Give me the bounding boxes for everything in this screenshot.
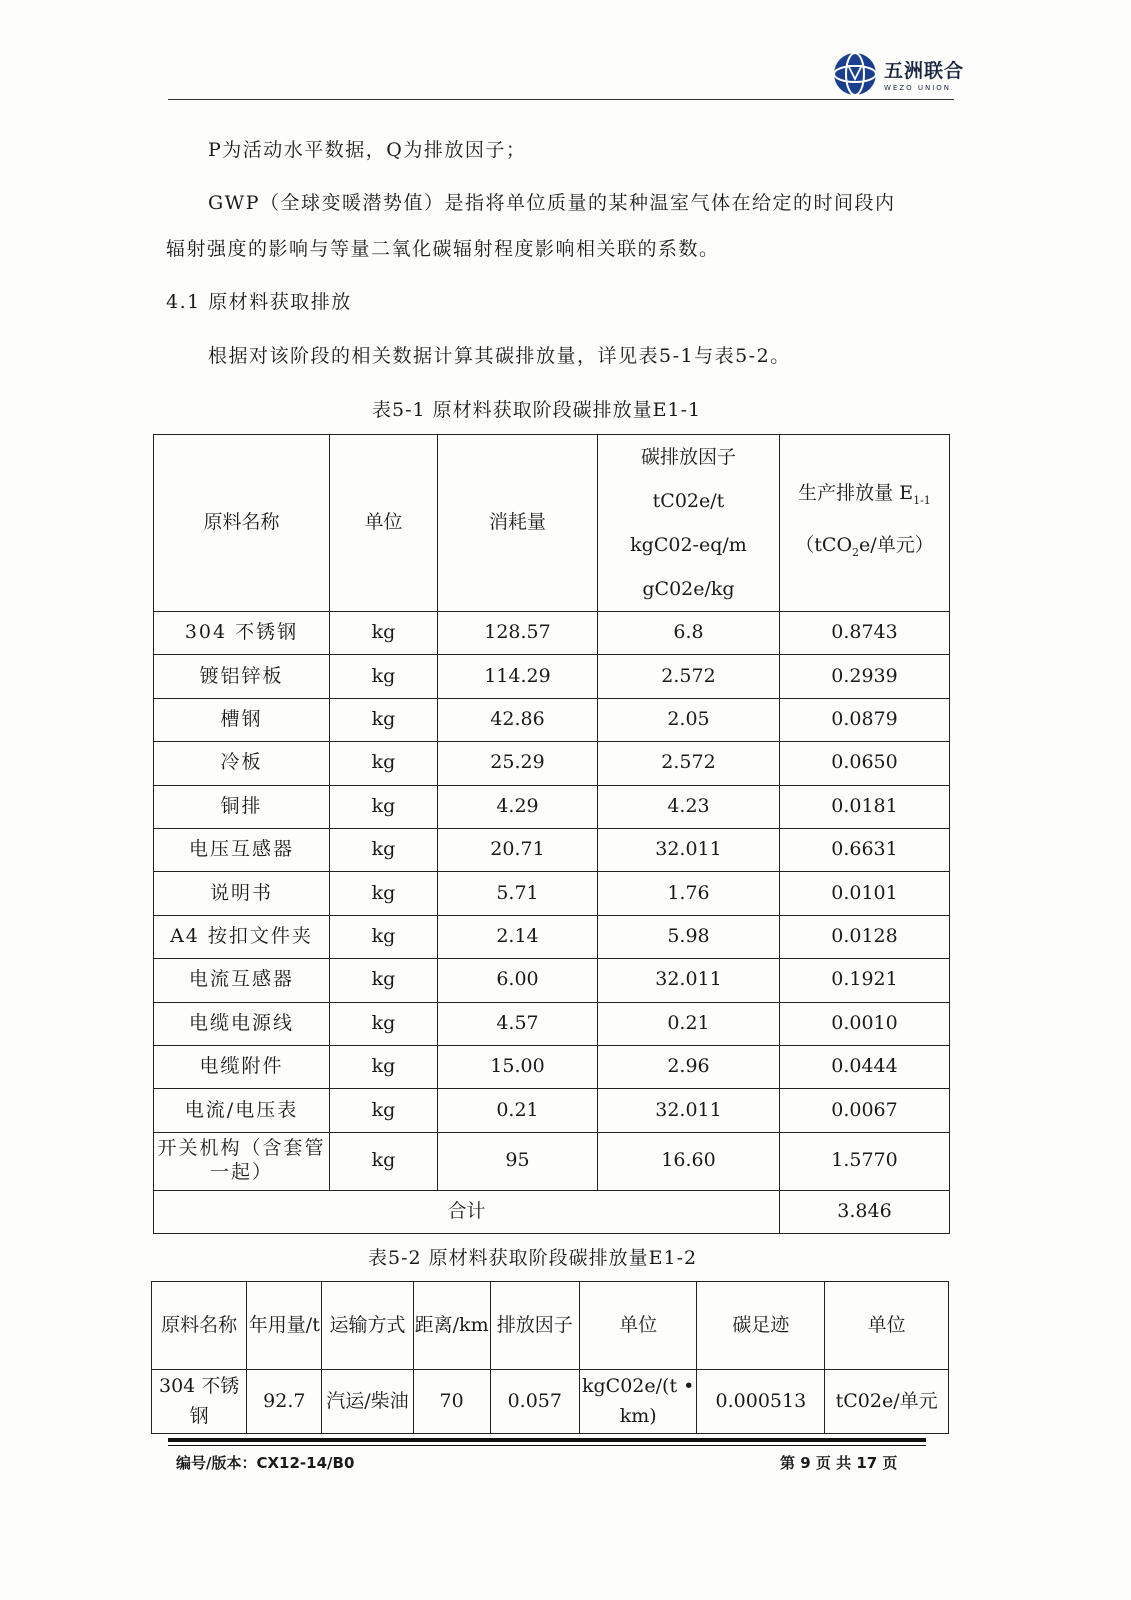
cell-consumption: 6.00: [438, 959, 598, 1002]
cell-emission: 0.0067: [780, 1089, 950, 1132]
table2-cell-unit2: tC02e/单元: [825, 1370, 949, 1434]
cell-factor: 4.23: [598, 785, 780, 828]
table-raw-material-e1-1: [153, 434, 950, 1234]
header-emission-unit-sub: 2: [852, 545, 860, 559]
header-material-name: 原料名称: [154, 435, 330, 612]
table-row: [154, 959, 950, 1002]
cell-unit: kg: [330, 828, 438, 871]
cell-consumption: 15.00: [438, 1045, 598, 1088]
table2-caption: 表5-2 原材料获取阶段碳排放量E1-2: [368, 1247, 698, 1269]
header-factor-unit-3: gC02e/kg: [642, 578, 735, 600]
cell-name: A4 按扣文件夹: [154, 915, 330, 958]
cell-consumption: 95: [438, 1132, 598, 1190]
cell-consumption: 5.71: [438, 872, 598, 915]
table-row: [154, 915, 950, 958]
cell-unit: kg: [330, 655, 438, 698]
cell-unit: kg: [330, 1132, 438, 1190]
header-factor-unit-1: tC02e/t: [652, 490, 725, 512]
table-raw-material-e1-2: [151, 1281, 949, 1434]
cell-emission: 0.0128: [780, 915, 950, 958]
cell-unit: kg: [330, 915, 438, 958]
cell-unit: kg: [330, 1089, 438, 1132]
cell-factor: 0.21: [598, 1002, 780, 1045]
cell-consumption: 20.71: [438, 828, 598, 871]
table2-header-cell: 原料名称: [152, 1282, 247, 1370]
table2-header-cell: 运输方式: [322, 1282, 413, 1370]
cell-consumption: 2.14: [438, 915, 598, 958]
cell-factor: 2.572: [598, 742, 780, 785]
cell-unit: kg: [330, 1045, 438, 1088]
cell-name: 电缆电源线: [154, 1002, 330, 1045]
company-logo: [832, 48, 964, 100]
cell-emission: 0.0444: [780, 1045, 950, 1088]
table-row: [154, 1002, 950, 1045]
cell-consumption: 42.86: [438, 698, 598, 741]
cell-name: 槽钢: [154, 698, 330, 741]
footer-page-number: 第 9 页 共 17 页: [780, 1454, 898, 1472]
cell-name: 说明书: [154, 872, 330, 915]
total-label: 合计: [154, 1190, 780, 1233]
cell-name: 开关机构（含套管一起）: [154, 1132, 330, 1190]
paragraph-gwp-line1: GWP（全球变暖潜势值）是指将单位质量的某种温室气体在给定的时间段内: [208, 192, 896, 214]
table2-cell-unit: kgC02e/(t • km): [579, 1370, 697, 1434]
table-row: [154, 698, 950, 741]
table-row: [154, 872, 950, 915]
cell-factor: 2.05: [598, 698, 780, 741]
paragraph-table-reference: 根据对该阶段的相关数据计算其碳排放量，详见表5-1与表5-2。: [208, 345, 791, 367]
cell-name: 镀铝锌板: [154, 655, 330, 698]
cell-unit: kg: [330, 698, 438, 741]
cell-emission: 0.1921: [780, 959, 950, 1002]
header-emission-unit-b: e/单元）: [859, 534, 934, 556]
cell-name: 电压互感器: [154, 828, 330, 871]
cell-name: 304 不锈钢: [154, 612, 330, 655]
table1-body: [154, 612, 950, 1191]
cell-consumption: 25.29: [438, 742, 598, 785]
table2-cell-name: 304 不锈钢: [152, 1370, 247, 1434]
cell-factor: 32.011: [598, 959, 780, 1002]
cell-factor: 2.96: [598, 1045, 780, 1088]
table-row: [152, 1370, 949, 1434]
table2-header-cell: 排放因子: [490, 1282, 579, 1370]
cell-unit: kg: [330, 959, 438, 1002]
table-row: [154, 1089, 950, 1132]
cell-consumption: 114.29: [438, 655, 598, 698]
table2-cell-transport: 汽运/柴油: [322, 1370, 413, 1434]
total-value: 3.846: [780, 1190, 950, 1233]
cell-unit: kg: [330, 612, 438, 655]
table-row: [154, 655, 950, 698]
cell-name: 电流互感器: [154, 959, 330, 1002]
logo-english-name: WEZO UNION: [884, 84, 952, 92]
table2-header-row: [152, 1282, 949, 1370]
cell-factor: 32.011: [598, 828, 780, 871]
table-row: [154, 742, 950, 785]
table2-cell-footprint: 0.000513: [697, 1370, 825, 1434]
cell-unit: kg: [330, 785, 438, 828]
header-emission-unit-a: （tCO: [795, 534, 853, 556]
cell-emission: 0.8743: [780, 612, 950, 655]
table2-cell-annual: 92.7: [247, 1370, 322, 1434]
logo-chinese-name: 五洲联合: [884, 60, 965, 82]
cell-emission: 0.0181: [780, 785, 950, 828]
cell-consumption: 0.21: [438, 1089, 598, 1132]
table2-cell-distance: 70: [413, 1370, 490, 1434]
cell-emission: 0.6631: [780, 828, 950, 871]
header-emission-factor: [598, 435, 780, 612]
header-emission-subscript: 1-1: [913, 494, 931, 507]
cell-unit: kg: [330, 742, 438, 785]
cell-factor: 6.8: [598, 612, 780, 655]
table2-header-cell: 单位: [825, 1282, 949, 1370]
table-row: [154, 1132, 950, 1190]
cell-unit: kg: [330, 1002, 438, 1045]
footer-document-number: 编号/版本：CX12-14/B0: [176, 1454, 355, 1472]
cell-name: 铜排: [154, 785, 330, 828]
header-consumption: 消耗量: [438, 435, 598, 612]
table2-header-cell: 年用量/t: [247, 1282, 322, 1370]
footer-rule-thick: [168, 1438, 926, 1442]
table1-caption: 表5-1 原材料获取阶段碳排放量E1-1: [372, 399, 702, 421]
table2-body: [152, 1370, 949, 1434]
cell-consumption: 4.29: [438, 785, 598, 828]
table2-cell-factor: 0.057: [490, 1370, 579, 1434]
table-row: [154, 612, 950, 655]
table2-header-cell: 单位: [579, 1282, 697, 1370]
cell-consumption: 4.57: [438, 1002, 598, 1045]
cell-emission: 0.0650: [780, 742, 950, 785]
cell-emission: 0.0101: [780, 872, 950, 915]
table-row: [154, 828, 950, 871]
header-emission-label: 生产排放量 E: [798, 482, 914, 505]
footer-rule-thin: [168, 1445, 926, 1446]
header-factor-title: 碳排放因子: [640, 446, 736, 468]
header-unit: 单位: [330, 435, 438, 612]
table2-header-cell: 距离/km: [413, 1282, 490, 1370]
paragraph-variable-definition: P为活动水平数据，Q为排放因子；: [208, 139, 527, 161]
cell-emission: 1.5770: [780, 1132, 950, 1190]
globe-logo-icon: [832, 51, 878, 97]
cell-consumption: 128.57: [438, 612, 598, 655]
table-row: [154, 1045, 950, 1088]
cell-factor: 2.572: [598, 655, 780, 698]
cell-name: 电流/电压表: [154, 1089, 330, 1132]
section-title: 4.1 原材料获取排放: [166, 291, 352, 313]
cell-name: 电缆附件: [154, 1045, 330, 1088]
cell-factor: 16.60: [598, 1132, 780, 1190]
cell-emission: 0.2939: [780, 655, 950, 698]
cell-name: 冷板: [154, 742, 330, 785]
header-factor-unit-2: kgC02-eq/m: [630, 534, 747, 556]
cell-factor: 1.76: [598, 872, 780, 915]
cell-unit: kg: [330, 872, 438, 915]
header-divider: [168, 99, 954, 100]
cell-emission: 0.0879: [780, 698, 950, 741]
cell-emission: 0.0010: [780, 1002, 950, 1045]
table-row: [154, 785, 950, 828]
header-production-emission: [780, 435, 950, 612]
cell-factor: 32.011: [598, 1089, 780, 1132]
cell-factor: 5.98: [598, 915, 780, 958]
paragraph-gwp-line2: 辐射强度的影响与等量二氧化碳辐射程度影响相关联的系数。: [166, 238, 720, 260]
table2-header-cell: 碳足迹: [697, 1282, 825, 1370]
